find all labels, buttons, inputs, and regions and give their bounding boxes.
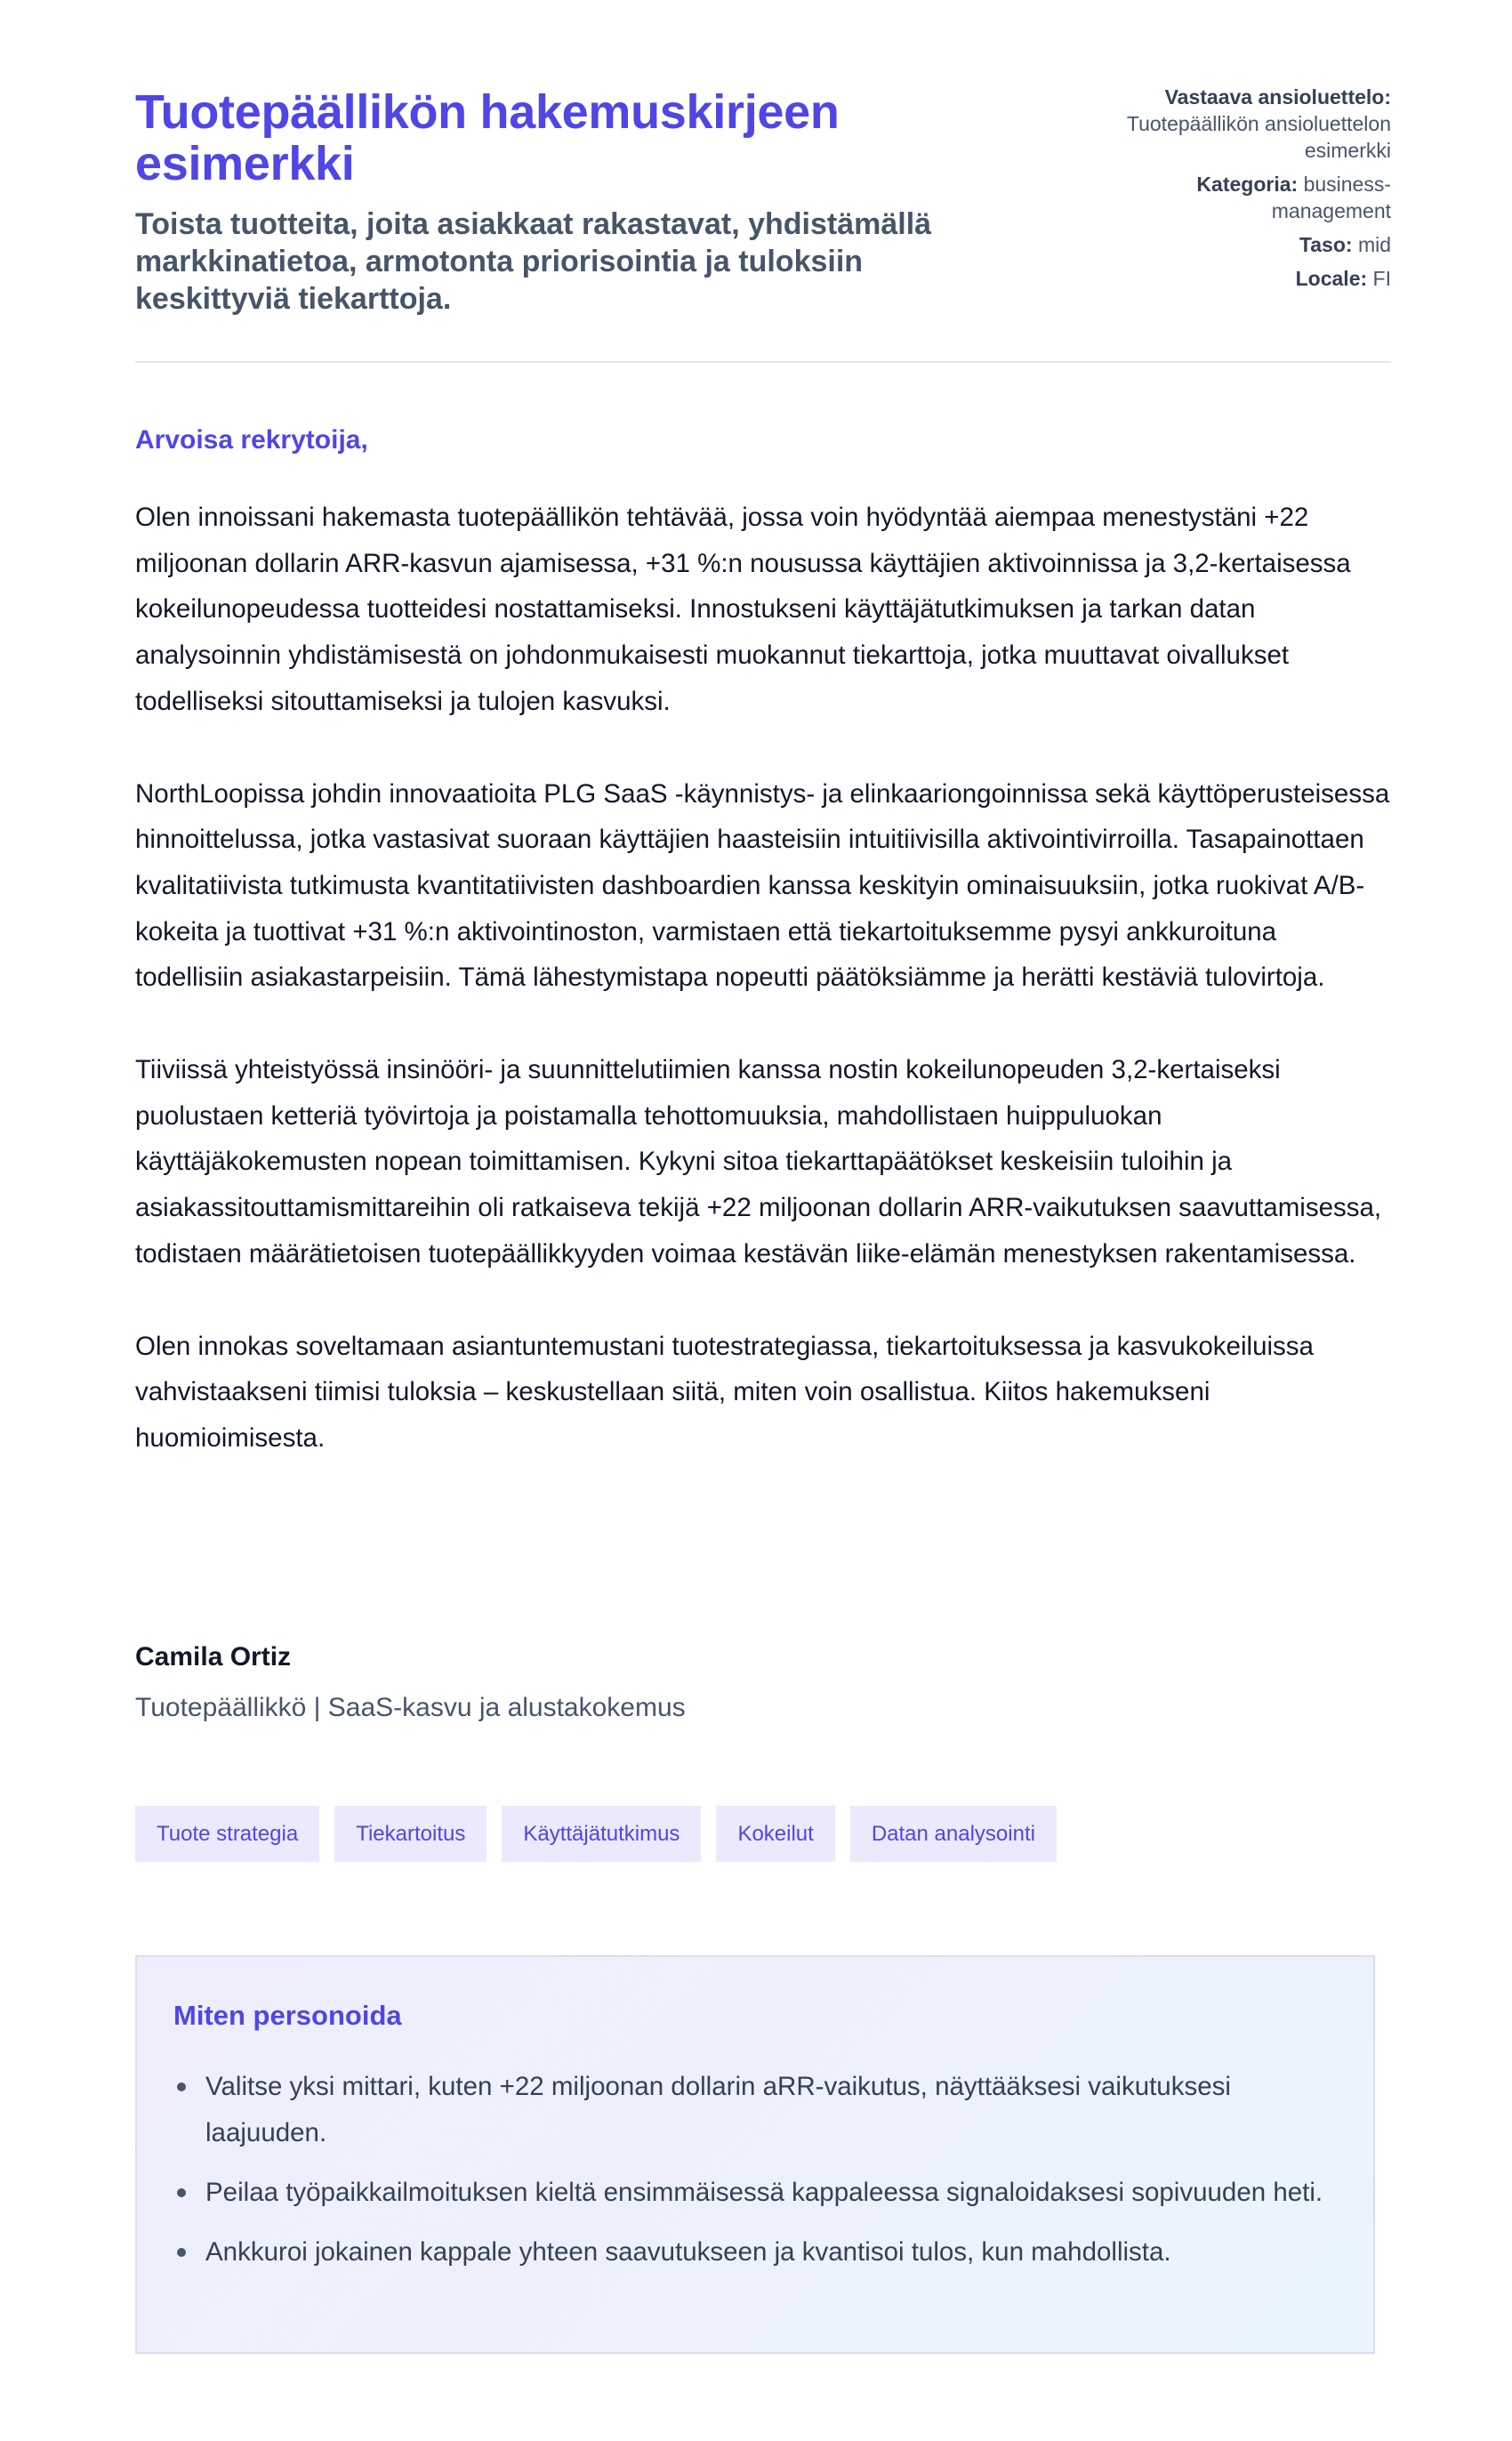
tips-item-text: Valitse yksi mittari, kuten +22 miljoonan dollarin aRR-vaikutus, näyttääksesi vaikutuksesi laajuuden.	[205, 2072, 1231, 2147]
meta-panel	[1089, 84, 1391, 299]
bullet-icon	[177, 2188, 186, 2197]
meta-category	[1089, 171, 1391, 224]
personalization-tips-box	[135, 1955, 1375, 2354]
meta-level	[1089, 231, 1391, 258]
bullet-icon	[177, 2083, 186, 2091]
letter-paragraph: Olen innokas soveltamaan asiantuntemustani tuotestrategiassa, tiekartoituksessa ja kasvukokeiluissa vahvistaakseni tiimisi tuloksia – keskustellaan siitä, miten voin osallistua. Kiitos hakemukseni huomioimisesta.	[135, 1331, 1314, 1453]
meta-value: mid	[1357, 233, 1391, 256]
skill-tag: Tiekartoitus	[334, 1806, 487, 1862]
tips-item-text: Peilaa työpaikkailmoituksen kieltä ensimmäisessä kappaleessa signaloidaksesi sopivuuden heti.	[205, 2178, 1323, 2207]
letter-body	[135, 495, 1391, 1508]
skill-tag: Tuote strategia	[135, 1806, 319, 1862]
skill-tag: Käyttäjätutkimus	[502, 1806, 701, 1862]
bullet-icon	[177, 2248, 186, 2257]
page-title: Tuotepäällikön hakemuskirjeen esimerkki	[135, 85, 840, 190]
meta-related-resume	[1089, 84, 1391, 164]
skill-tags	[135, 1806, 1057, 1862]
meta-key: Kategoria:	[1196, 173, 1299, 196]
meta-locale	[1089, 265, 1391, 292]
signature-block	[135, 1639, 686, 1726]
signature-title: Tuotepäällikkö | SaaS-kasvu ja alustakokemus	[135, 1693, 686, 1722]
letter-greeting: Arvoisa rekrytoija,	[135, 425, 368, 455]
tips-item	[173, 2170, 1330, 2216]
signature-name: Camila Ortiz	[135, 1642, 292, 1672]
header-divider	[135, 361, 1391, 363]
tips-item-text: Ankkuroi jokainen kappale yhteen saavutukseen ja kvantisoi tulos, kun mahdollista.	[205, 2237, 1171, 2267]
meta-key: Taso:	[1299, 233, 1353, 256]
skill-tag: Kokeilut	[716, 1806, 834, 1862]
letter-paragraph: Olen innoissani hakemasta tuotepäällikön tehtävää, jossa voin hyödyntää aiempaa menestystäni +22 miljoonan dollarin ARR-kasvun ajamisessa, +31 %:n nousussa käyttäjien aktivoinnissa ja 3,2-kertaisessa kokeilunopeudessa tuotteidesi nostattamiseksi. Innostukseni käyttäjätutkimuksen ja tarkan datan analysoinnin yhdistämisestä on johdonmukaisesti muokannut tiekarttoja, jotka muuttavat oivallukset todelliseksi sitouttamiseksi ja tulojen kasvuksi.	[135, 503, 1351, 716]
meta-key: Vastaava ansioluettelo:	[1164, 85, 1391, 109]
tips-list	[173, 2064, 1330, 2289]
tips-title: Miten personoida	[173, 2000, 402, 2031]
letter-paragraph: Tiiviissä yhteistyössä insinööri- ja suunnittelutiimien kanssa nostin kokeilunopeuden 3,2-kertaiseksi puolustaen ketteriä työvirtoja ja poistamalla tehottomuuksia, mahdollistaen huippuluokan käyttäjäkokemusten nopean toimittamisen. Kykyni sitoa tiekarttapäätökset keskeisiin tuloihin ja asiakassitouttamismittareihin oli ratkaiseva tekijä +22 miljoonan dollarin ARR-vaikutuksen saavuttamisessa, todistaen määrätietoisen tuotepäällikkyyden voimaa kestävän liike-elämän menestyksen rakentamisessa.	[135, 1055, 1382, 1269]
tips-item	[173, 2064, 1330, 2156]
meta-value: business-management	[1271, 173, 1391, 222]
meta-value: FI	[1372, 267, 1391, 290]
tips-item	[173, 2229, 1330, 2276]
related-resume-link[interactable]: Tuotepäällikön ansioluettelon esimerkki	[1126, 112, 1391, 162]
skill-tag: Datan analysointi	[850, 1806, 1057, 1862]
page-header	[135, 0, 1391, 363]
page-subtitle: Toista tuotteita, joita asiakkaat rakastavat, yhdistämällä markkinatietoa, armotonta priorisointia ja tuloksiin keskittyviä tiekarttoja.	[135, 207, 932, 316]
meta-key: Locale:	[1295, 267, 1368, 290]
letter-paragraph: NorthLoopissa johdin innovaatioita PLG SaaS -käynnistys- ja elinkaariongoinnissa sekä käyttöperusteisessa hinnoittelussa, jotka vastasivat suoraan käyttäjien haasteisiin intuitiivisilla aktivointivirroilla. Tasapainottaen kvalitatiivista tutkimusta kvantitatiivisten dashboardien kanssa keskityin ominaisuuksiin, jotka ruokivat A/B-kokeita ja tuottivat +31 %:n aktivointinoston, varmistaen että tiekartoituksemme pysyi ankkuroituna todellisiin asiakastarpeisiin. Tämä lähestymistapa nopeutti päätöksiämme ja herätti kestäviä tulovirtoja.	[135, 778, 1390, 993]
